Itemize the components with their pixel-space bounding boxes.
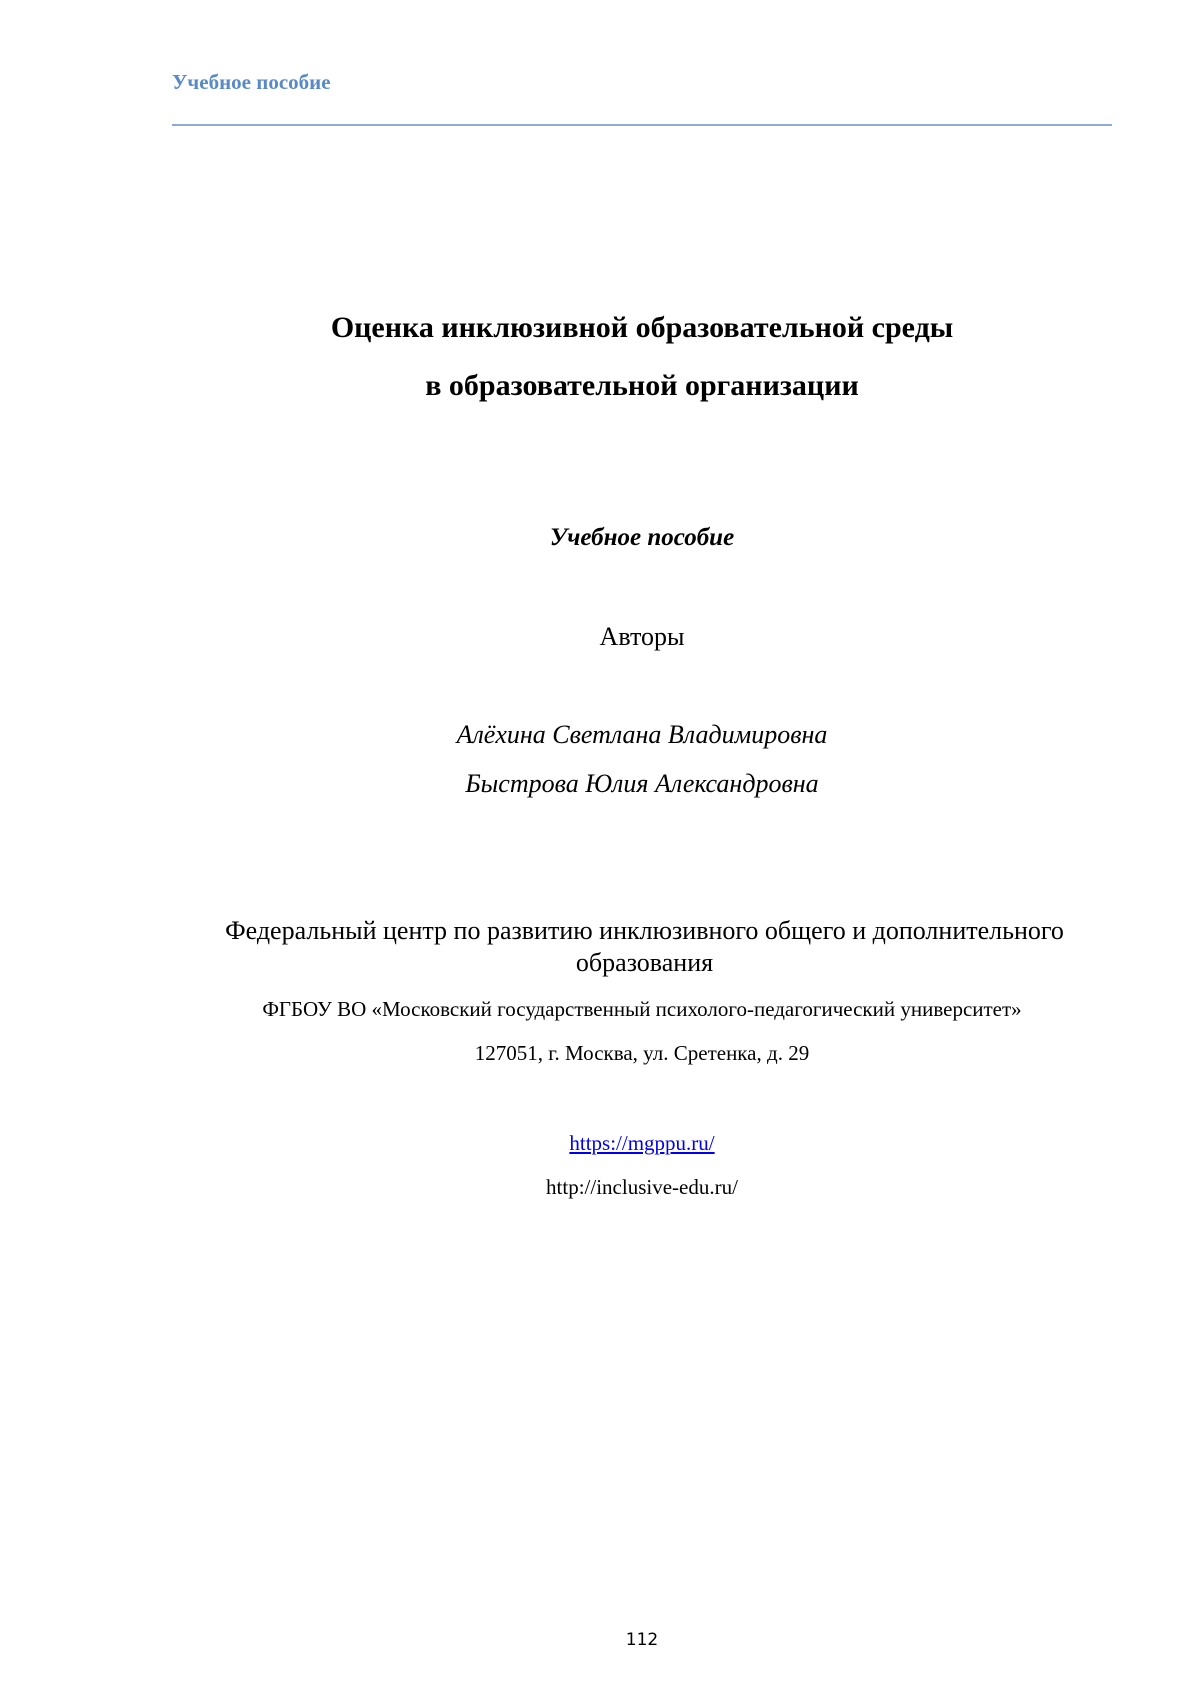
authors-label: Авторы: [599, 622, 685, 651]
inclusive-edu-url: http://inclusive-edu.ru/: [546, 1175, 738, 1199]
document-title-line-2: в образовательной организации: [425, 369, 859, 402]
author-name: Быстрова Юлия Александровна: [465, 769, 819, 798]
organization-name: Федеральный центр по развитию инклюзивного общего и дополнительного образования: [225, 916, 1064, 977]
mgppu-link[interactable]: https://mgppu.ru/: [569, 1131, 715, 1155]
organization-full-name: ФГБОУ ВО «Московский государственный психолого-педагогический университет»: [262, 997, 1022, 1021]
document-title-line-1: Оценка инклюзивной образовательной среды: [330, 311, 954, 344]
header-divider: [172, 124, 1112, 126]
organization-address: 127051, г. Москва, ул. Сретенка, д. 29: [474, 1041, 810, 1065]
document-type: Учебное пособие: [549, 524, 735, 551]
running-header: Учебное пособие: [172, 70, 331, 94]
page-number: 112: [625, 1630, 659, 1650]
website-link-container: [172, 1130, 1112, 1156]
author-name: Алёхина Светлана Владимировна: [456, 720, 828, 749]
